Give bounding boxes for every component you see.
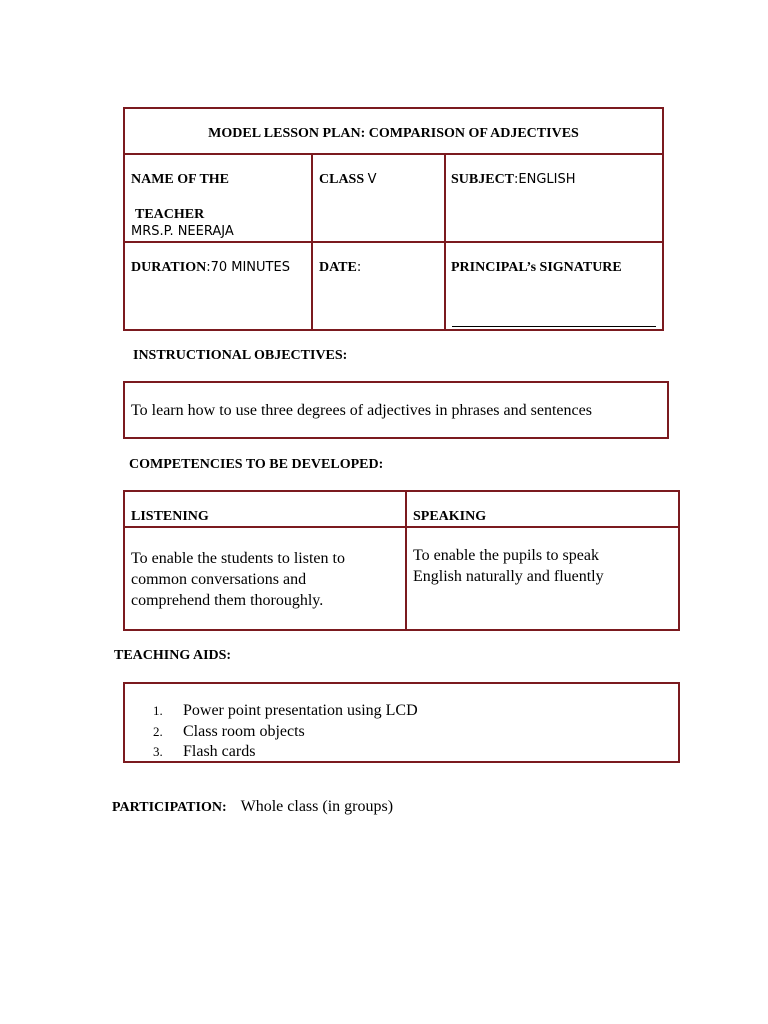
date-field (319, 260, 361, 276)
competencies-header-divider (123, 526, 680, 528)
listening-line: common conversations and (131, 571, 307, 588)
competencies-col-divider (405, 490, 407, 631)
date-label: DATE (319, 260, 357, 275)
participation-value: Whole class (in groups) (240, 798, 394, 815)
speaking-header: SPEAKING (413, 509, 487, 524)
header-table-divider-1 (123, 153, 664, 155)
participation-label: PARTICIPATION: (112, 800, 227, 815)
teaching-aids-heading: TEACHING AIDS: (114, 648, 232, 663)
date-value: : (356, 260, 362, 275)
list-item-text: Class room objects (183, 722, 305, 740)
list-item-text: Power point presentation using LCD (183, 702, 418, 719)
listening-line: To enable the students to listen to (131, 550, 345, 567)
teacher-name-value: MRS.P. NEERAJA (131, 224, 234, 239)
listening-text (131, 548, 345, 611)
teacher-name-label: NAME OF THE (131, 172, 230, 187)
list-item-number: 3. (153, 744, 163, 759)
listening-line: comprehend them thoroughly. (131, 592, 324, 609)
speaking-text (413, 545, 604, 587)
speaking-line: To enable the pupils to speak (413, 547, 599, 564)
subject-label: SUBJECT (451, 172, 515, 187)
signature-line (452, 326, 656, 327)
duration-value: :70 MINUTES (206, 260, 290, 275)
list-item (153, 742, 418, 763)
list-item-number: 2. (153, 723, 163, 739)
competencies-heading: COMPETENCIES TO BE DEVELOPED: (129, 457, 384, 472)
participation-line (112, 798, 393, 816)
subject-field (451, 172, 576, 188)
header-table-col-divider-1 (311, 153, 313, 331)
list-item-text: Flash cards (183, 743, 256, 760)
principal-signature-label: PRINCIPAL’s SIGNATURE (451, 260, 622, 275)
list-item (153, 701, 418, 722)
objectives-heading: INSTRUCTIONAL OBJECTIVES: (133, 348, 348, 363)
teacher-label: TEACHER (135, 207, 205, 222)
class-field (319, 172, 377, 188)
list-item-number: 1. (153, 703, 163, 718)
duration-field (131, 260, 290, 276)
duration-label: DURATION (131, 260, 207, 275)
speaking-line: English naturally and fluently (413, 568, 604, 585)
teaching-aids-list (153, 701, 418, 763)
subject-value: :ENGLISH (514, 172, 576, 187)
class-label: CLASS (319, 172, 365, 187)
list-item (153, 722, 418, 743)
header-table-col-divider-2 (444, 153, 446, 331)
listening-header: LISTENING (131, 509, 209, 524)
objectives-text: To learn how to use three degrees of adjectives in phrases and sentences (131, 402, 592, 419)
header-table-divider-2 (123, 241, 664, 243)
page-title: MODEL LESSON PLAN: COMPARISON OF ADJECTIVES (208, 126, 579, 141)
class-value: V (367, 172, 377, 187)
